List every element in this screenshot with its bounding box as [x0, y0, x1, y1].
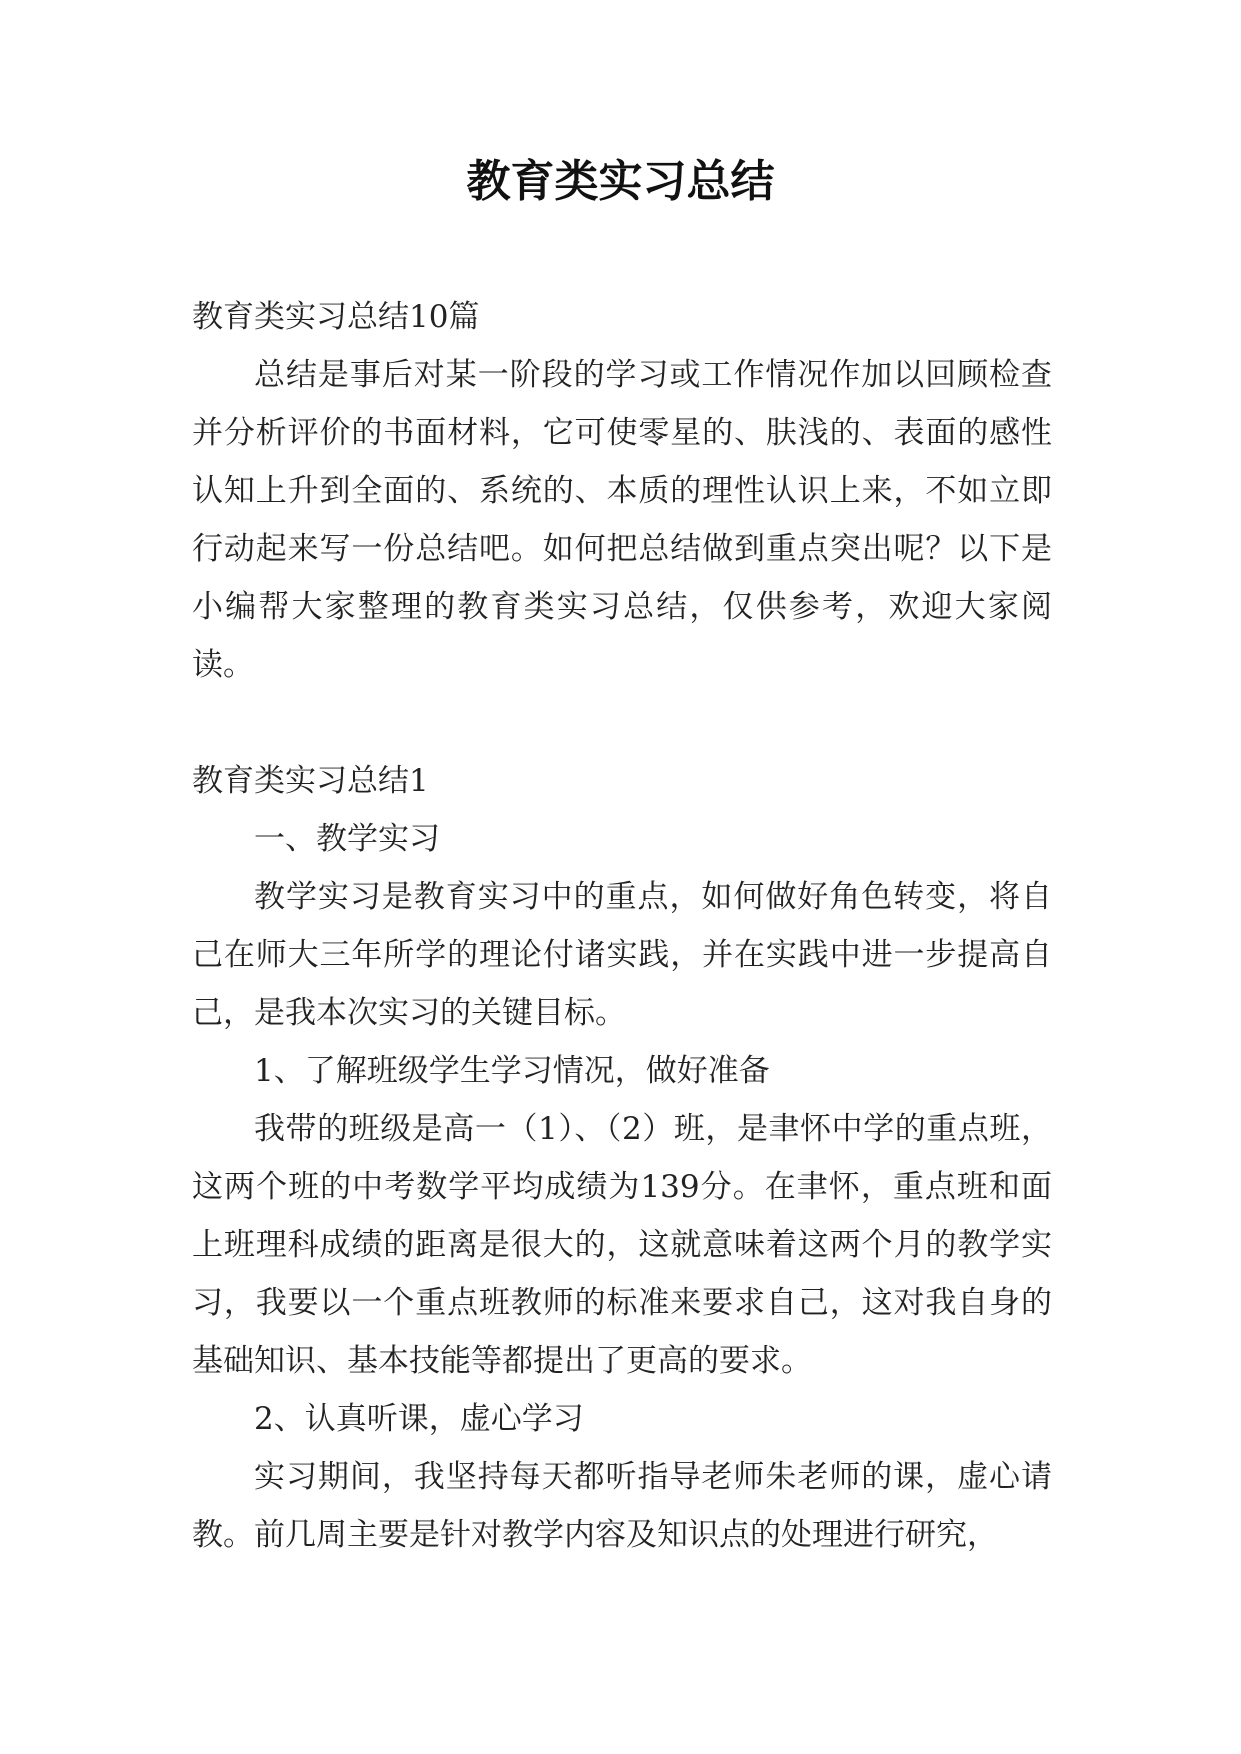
body-paragraph: 实习期间，我坚持每天都听指导老师朱老师的课，虚心请教。前几周主要是针对教学内容及知识点的处理进行研究， — [192, 1459, 1052, 1553]
section-heading: 教育类实习总结1 — [192, 763, 429, 799]
item-heading: 2、认真听课，虚心学习 — [254, 1401, 584, 1437]
item-heading: 1、了解班级学生学习情况，做好准备 — [254, 1053, 770, 1089]
document-subtitle: 教育类实习总结10篇 — [192, 299, 480, 335]
intro-paragraph: 总结是事后对某一阶段的学习或工作情况作加以回顾检查并分析评价的书面材料，它可使零星的、肤浅的、表面的感性认知上升到全面的、系统的、本质的理性认识上来，不如立即行动起来写一份总结吧。如何把总结做到重点突出呢？以下是小编帮大家整理的教育类实习总结，仅供参考，欢迎大家阅读。 — [192, 357, 1052, 683]
document-title: 教育类实习总结 — [466, 156, 775, 207]
body-paragraph: 我带的班级是高一（1）、（2）班，是聿怀中学的重点班，这两个班的中考数学平均成绩为139分。在聿怀，重点班和面上班理科成绩的距离是很大的，这就意味着这两个月的教学实习，我要以一个重点班教师的标准来要求自己，这对我自身的基础知识、基本技能等都提出了更高的要求。 — [192, 1111, 1052, 1379]
document-body — [192, 288, 1052, 1564]
part-heading: 一、教学实习 — [254, 821, 440, 857]
body-paragraph: 教学实习是教育实习中的重点，如何做好角色转变，将自己在师大三年所学的理论付诸实践，并在实践中进一步提高自己，是我本次实习的关键目标。 — [192, 879, 1052, 1031]
paragraph-gap — [192, 694, 1052, 752]
